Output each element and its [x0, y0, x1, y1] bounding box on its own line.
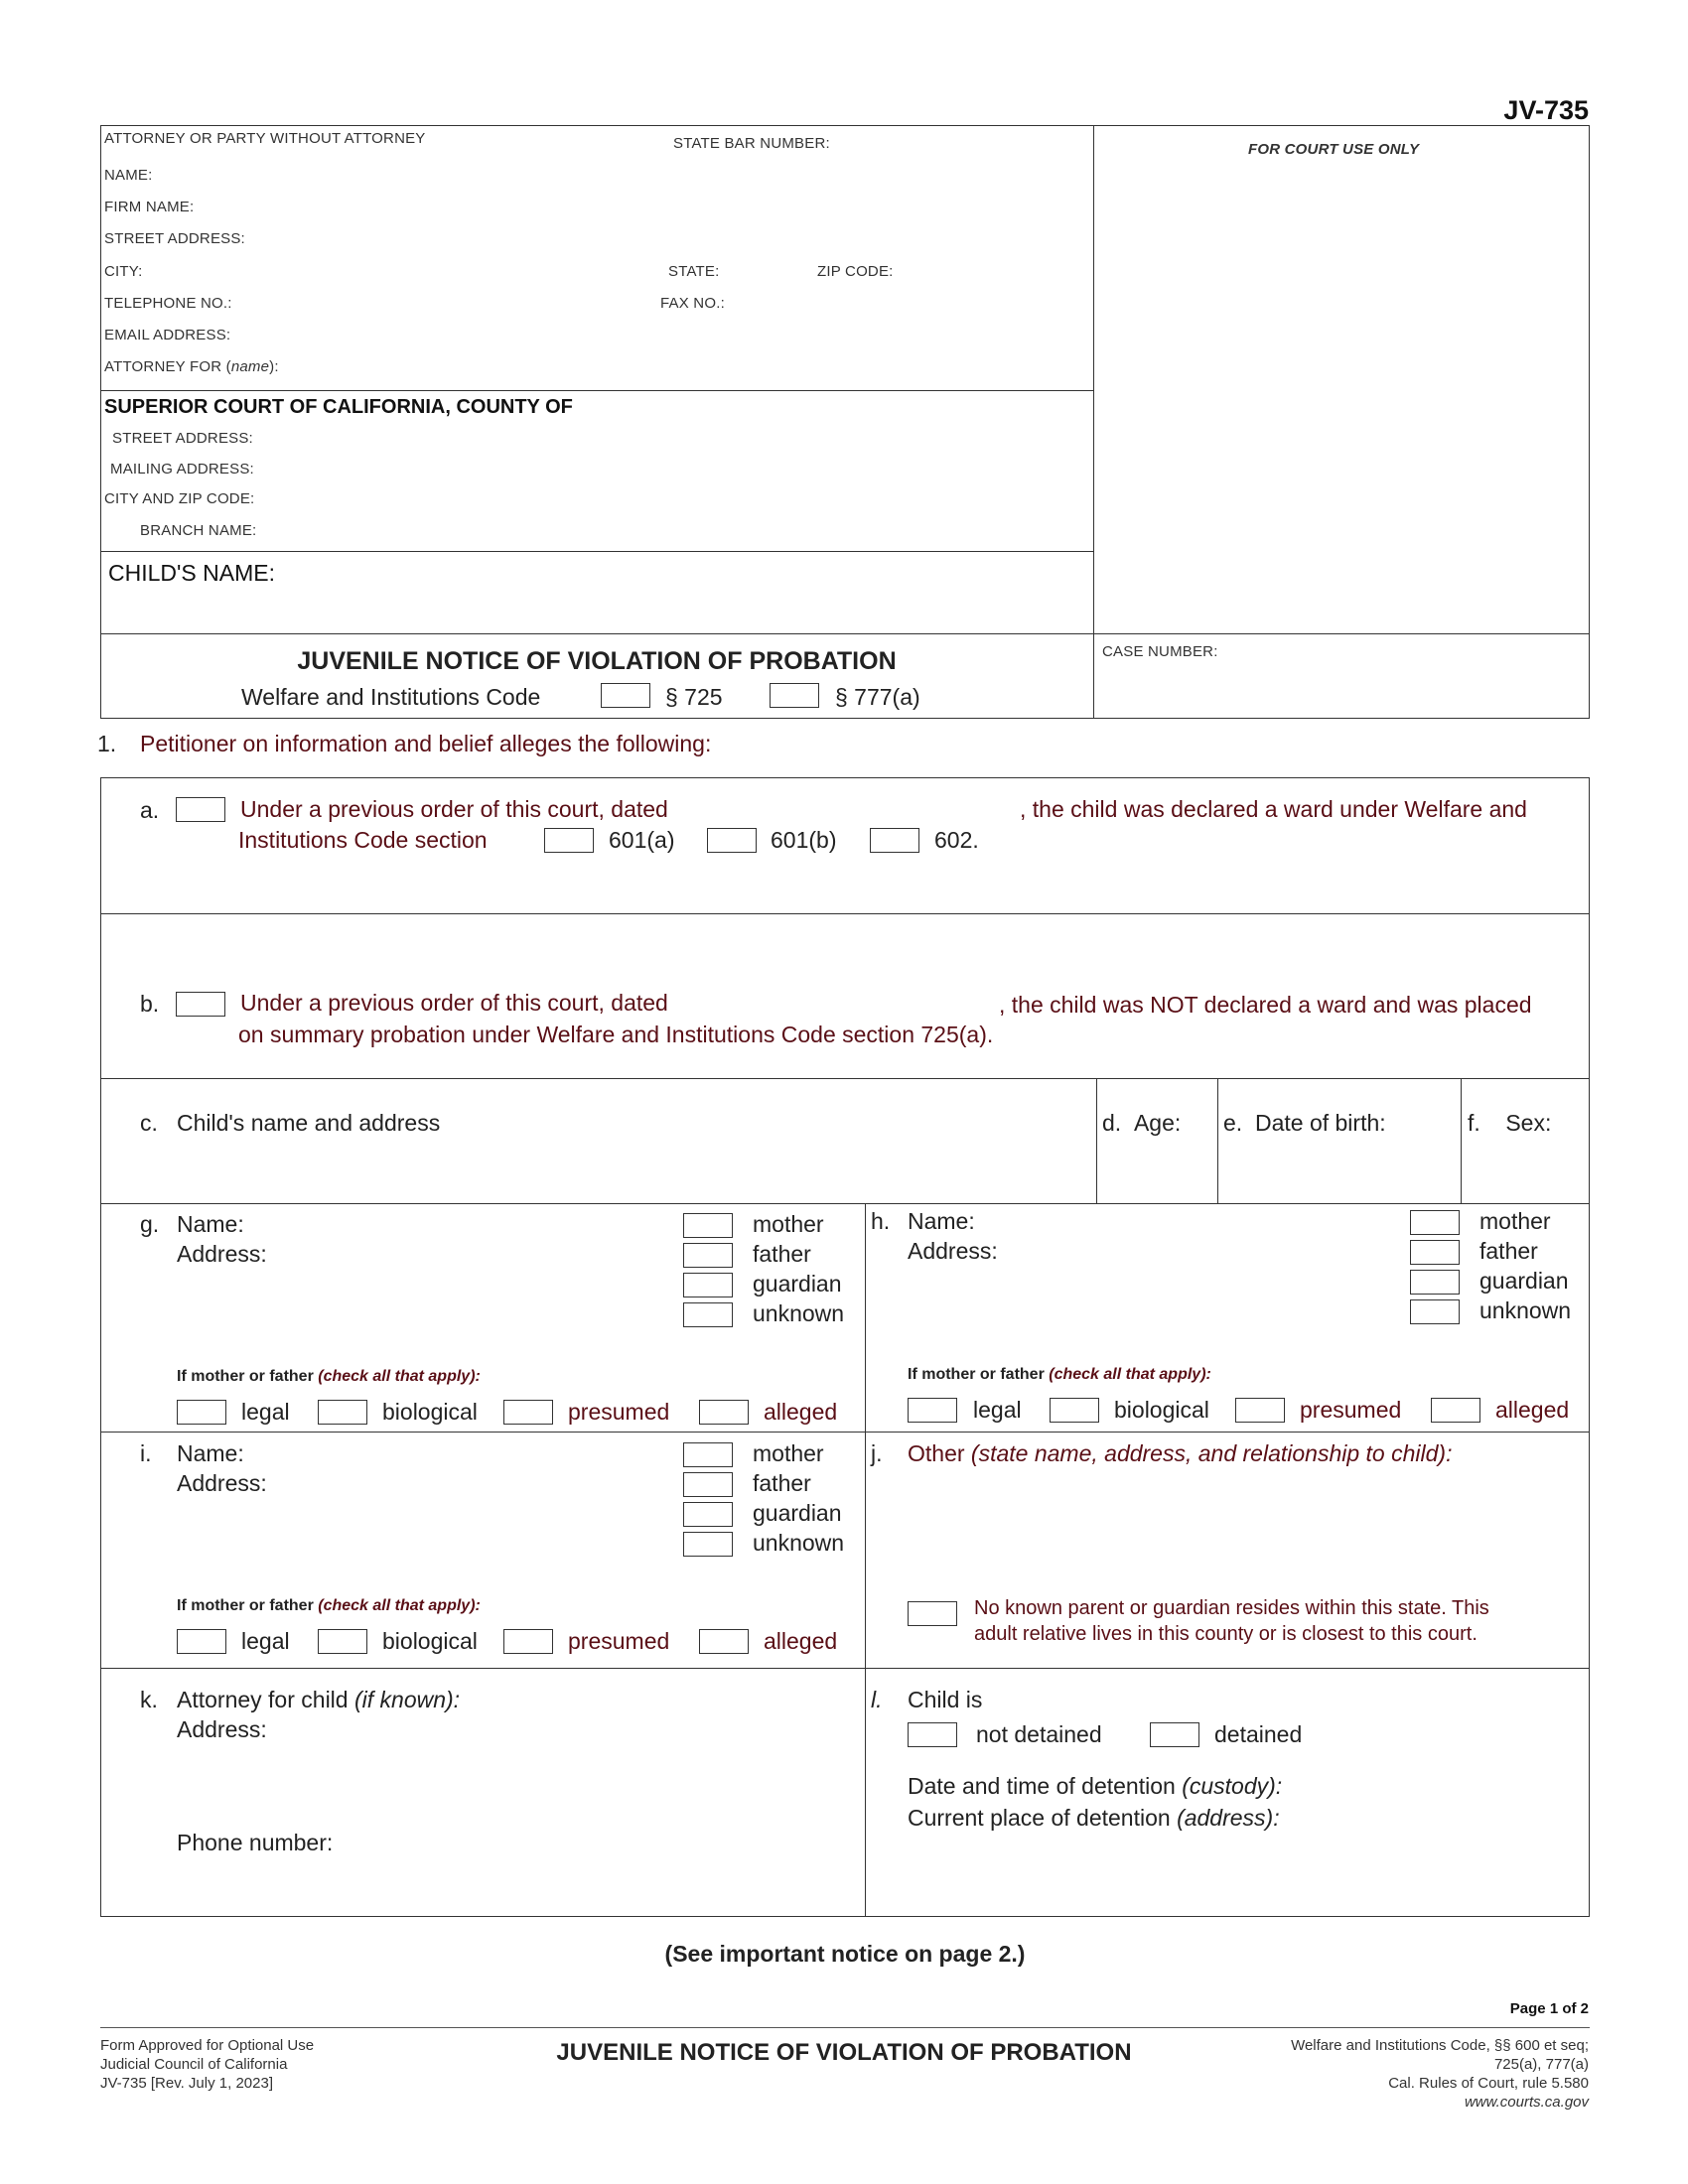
item-i-mother-checkbox[interactable]	[683, 1442, 733, 1467]
item1-number: 1.	[97, 731, 117, 756]
item-h-guardian-label: guardian	[1479, 1268, 1569, 1294]
footer-right-line1: Welfare and Institutions Code, §§ 600 et seq;	[1291, 2037, 1589, 2054]
item-i-name-label: Name:	[177, 1440, 244, 1466]
footer-right-line2: 725(a), 777(a)	[1493, 2056, 1589, 2073]
footer-left-line2: Judicial Council of California	[100, 2056, 288, 2073]
item-i-biological-label: biological	[382, 1628, 478, 1654]
item-a-letter: a.	[140, 797, 160, 823]
form-title: JUVENILE NOTICE OF VIOLATION OF PROBATION	[297, 647, 897, 675]
item-g-presumed-checkbox[interactable]	[503, 1400, 553, 1425]
item-g-mother-label: mother	[753, 1211, 824, 1237]
checkbox-601a[interactable]	[544, 828, 594, 853]
name-label: NAME:	[104, 167, 153, 184]
item-k-address-label: Address:	[177, 1716, 267, 1742]
item-k-letter: k.	[140, 1687, 158, 1712]
item-g-father-label: father	[753, 1241, 811, 1267]
court-city-zip-label: CITY AND ZIP CODE:	[104, 490, 255, 507]
item-d-label: d. Age:	[1102, 1110, 1182, 1136]
item-g-unknown-label: unknown	[753, 1300, 845, 1326]
item-h-mother-checkbox[interactable]	[1410, 1210, 1460, 1235]
checkbox-602[interactable]	[870, 828, 919, 853]
item-g-unknown-checkbox[interactable]	[683, 1302, 733, 1327]
item-i-father-label: father	[753, 1470, 811, 1496]
item-h-if-label: If mother or father (check all that apply):	[908, 1366, 1211, 1383]
item-i-biological-checkbox[interactable]	[318, 1629, 367, 1654]
item-j-label: Other (state name, address, and relationship to child):	[908, 1440, 1453, 1466]
attorney-for-label: ATTORNEY FOR (name):	[104, 358, 279, 375]
item-i-unknown-checkbox[interactable]	[683, 1532, 733, 1557]
item-a-line2: Institutions Code section	[238, 827, 488, 853]
item-g-name-label: Name:	[177, 1211, 244, 1237]
form-number: JV-735	[1503, 95, 1589, 125]
item-b-line1: Under a previous order of this court, dated	[240, 990, 668, 1016]
item-a-checkbox[interactable]	[176, 797, 225, 822]
page2-notice: (See important notice on page 2.)	[664, 1941, 1026, 1967]
opt-777a-label: § 777(a)	[835, 684, 920, 710]
item-j-note-line1: No known parent or guardian resides within this state. This	[974, 1597, 1489, 1619]
item-k-phone-label: Phone number:	[177, 1830, 334, 1855]
item-h-alleged-label: alleged	[1495, 1397, 1570, 1423]
item-g-alleged-checkbox[interactable]	[699, 1400, 749, 1425]
item-h-address-label: Address:	[908, 1238, 998, 1264]
item-i-if-label: If mother or father (check all that apply):	[177, 1597, 481, 1614]
state-bar-label: STATE BAR NUMBER:	[673, 135, 830, 152]
detention-place-label: Current place of detention (address):	[908, 1805, 1280, 1831]
item-b-line2: on summary probation under Welfare and Institutions Code section 725(a).	[238, 1022, 994, 1047]
item-g-presumed-label: presumed	[568, 1399, 670, 1425]
item-j-letter: j.	[871, 1440, 883, 1466]
item-g-address-label: Address:	[177, 1241, 267, 1267]
item-h-guardian-checkbox[interactable]	[1410, 1270, 1460, 1295]
item-g-guardian-label: guardian	[753, 1271, 842, 1297]
item-i-alleged-checkbox[interactable]	[699, 1629, 749, 1654]
item-f-label: f. Sex:	[1468, 1110, 1552, 1136]
opt-725-label: § 725	[665, 684, 723, 710]
footer-left-line3: JV-735 [Rev. July 1, 2023]	[100, 2075, 273, 2092]
footer-left	[100, 2036, 314, 2093]
item-i-father-checkbox[interactable]	[683, 1472, 733, 1497]
item-i-legal-label: legal	[241, 1628, 290, 1654]
item-i-presumed-checkbox[interactable]	[503, 1629, 553, 1654]
item-h-letter: h.	[871, 1208, 891, 1234]
item-i-letter: i.	[140, 1440, 152, 1466]
detention-date-label: Date and time of detention (custody):	[908, 1773, 1283, 1799]
item-h-legal-label: legal	[973, 1397, 1022, 1423]
item-i-guardian-checkbox[interactable]	[683, 1502, 733, 1527]
item-a-line1-end: , the child was declared a ward under Welfare and	[1020, 796, 1527, 822]
item-i-mother-label: mother	[753, 1440, 824, 1466]
item-l-label: Child is	[908, 1687, 983, 1712]
caption-box	[100, 125, 1590, 719]
item-c-letter: c.	[140, 1110, 158, 1136]
fax-label: FAX NO.:	[660, 295, 725, 312]
item-b-letter: b.	[140, 991, 160, 1017]
code-label: Welfare and Institutions Code	[241, 684, 541, 710]
item-c-label: Child's name and address	[177, 1110, 441, 1136]
item-g-if-label: If mother or father (check all that apply):	[177, 1368, 481, 1385]
court-street-label: STREET ADDRESS:	[112, 430, 253, 447]
item1-text: Petitioner on information and belief alleges the following:	[140, 731, 712, 756]
email-label: EMAIL ADDRESS:	[104, 327, 231, 343]
page-number: Page 1 of 2	[1509, 2000, 1589, 2017]
childs-name-label: CHILD'S NAME:	[108, 560, 275, 586]
opt-602-label: 602.	[934, 827, 979, 853]
zip-label: ZIP CODE:	[817, 263, 894, 280]
telephone-label: TELEPHONE NO.:	[104, 295, 232, 312]
item-i-presumed-label: presumed	[568, 1628, 670, 1654]
footer-website-link[interactable]: www.courts.ca.gov	[1464, 2094, 1589, 2111]
street-label: STREET ADDRESS:	[104, 230, 245, 247]
item-h-unknown-checkbox[interactable]	[1410, 1299, 1460, 1324]
footer-left-line1: Form Approved for Optional Use	[100, 2037, 315, 2054]
footer-right	[1241, 2036, 1589, 2112]
item-b-checkbox[interactable]	[176, 992, 225, 1017]
item-h-mother-label: mother	[1479, 1208, 1551, 1234]
state-label: STATE:	[668, 263, 720, 280]
item-g-guardian-checkbox[interactable]	[683, 1273, 733, 1297]
allegations-table	[100, 777, 1590, 1917]
item-g-biological-label: biological	[382, 1399, 478, 1425]
item-g-legal-checkbox[interactable]	[177, 1400, 226, 1425]
item-h-alleged-checkbox[interactable]	[1431, 1398, 1480, 1423]
item-i-unknown-label: unknown	[753, 1530, 845, 1556]
item-k-label: Attorney for child (if known):	[177, 1687, 461, 1712]
detained-label: detained	[1214, 1721, 1303, 1747]
item-h-presumed-checkbox[interactable]	[1235, 1398, 1285, 1423]
item-g-mother-checkbox[interactable]	[683, 1213, 733, 1238]
item-h-legal-checkbox[interactable]	[908, 1398, 957, 1423]
court-title: SUPERIOR COURT OF CALIFORNIA, COUNTY OF	[104, 396, 573, 418]
footer-title: JUVENILE NOTICE OF VIOLATION OF PROBATION	[556, 2039, 1132, 2066]
item-g-father-checkbox[interactable]	[683, 1243, 733, 1268]
not-detained-checkbox[interactable]	[908, 1722, 957, 1747]
item-g-alleged-label: alleged	[764, 1399, 838, 1425]
item-j-checkbox[interactable]	[908, 1601, 957, 1626]
detained-checkbox[interactable]	[1150, 1722, 1199, 1747]
item-g-letter: g.	[140, 1211, 160, 1237]
firm-label: FIRM NAME:	[104, 199, 195, 215]
item-g-legal-label: legal	[241, 1399, 290, 1425]
court-branch-label: BRANCH NAME:	[140, 522, 257, 539]
item-h-father-label: father	[1479, 1238, 1538, 1264]
city-label: CITY:	[104, 263, 143, 280]
item-j-note-line2: adult relative lives in this county or is closest to this court.	[974, 1623, 1477, 1645]
item-i-alleged-label: alleged	[764, 1628, 838, 1654]
court-mailing-label: MAILING ADDRESS:	[110, 461, 254, 478]
item-h-biological-checkbox[interactable]	[1050, 1398, 1099, 1423]
item-h-father-checkbox[interactable]	[1410, 1240, 1460, 1265]
item-h-unknown-label: unknown	[1479, 1297, 1572, 1323]
checkbox-601b[interactable]	[707, 828, 757, 853]
item-e-label: e. Date of birth:	[1223, 1110, 1386, 1136]
not-detained-label: not detained	[976, 1721, 1102, 1747]
item-i-guardian-label: guardian	[753, 1500, 842, 1526]
item-h-name-label: Name:	[908, 1208, 975, 1234]
court-use-label: FOR COURT USE ONLY	[1248, 141, 1420, 158]
opt-601a-label: 601(a)	[609, 827, 675, 853]
item-i-legal-checkbox[interactable]	[177, 1629, 226, 1654]
item-h-presumed-label: presumed	[1300, 1397, 1402, 1423]
checkbox-725[interactable]	[601, 683, 650, 708]
item-g-biological-checkbox[interactable]	[318, 1400, 367, 1425]
item-l-letter: l.	[871, 1687, 883, 1712]
attorney-label: ATTORNEY OR PARTY WITHOUT ATTORNEY	[104, 130, 426, 147]
case-number-label: CASE NUMBER:	[1102, 643, 1218, 660]
item-a-line1: Under a previous order of this court, dated	[240, 796, 668, 822]
item-h-biological-label: biological	[1114, 1397, 1209, 1423]
footer-right-line3: Cal. Rules of Court, rule 5.580	[1388, 2075, 1589, 2092]
checkbox-777a[interactable]	[770, 683, 819, 708]
item-b-line1-end: , the child was NOT declared a ward and was placed	[999, 992, 1532, 1018]
item-i-address-label: Address:	[177, 1470, 267, 1496]
opt-601b-label: 601(b)	[771, 827, 837, 853]
